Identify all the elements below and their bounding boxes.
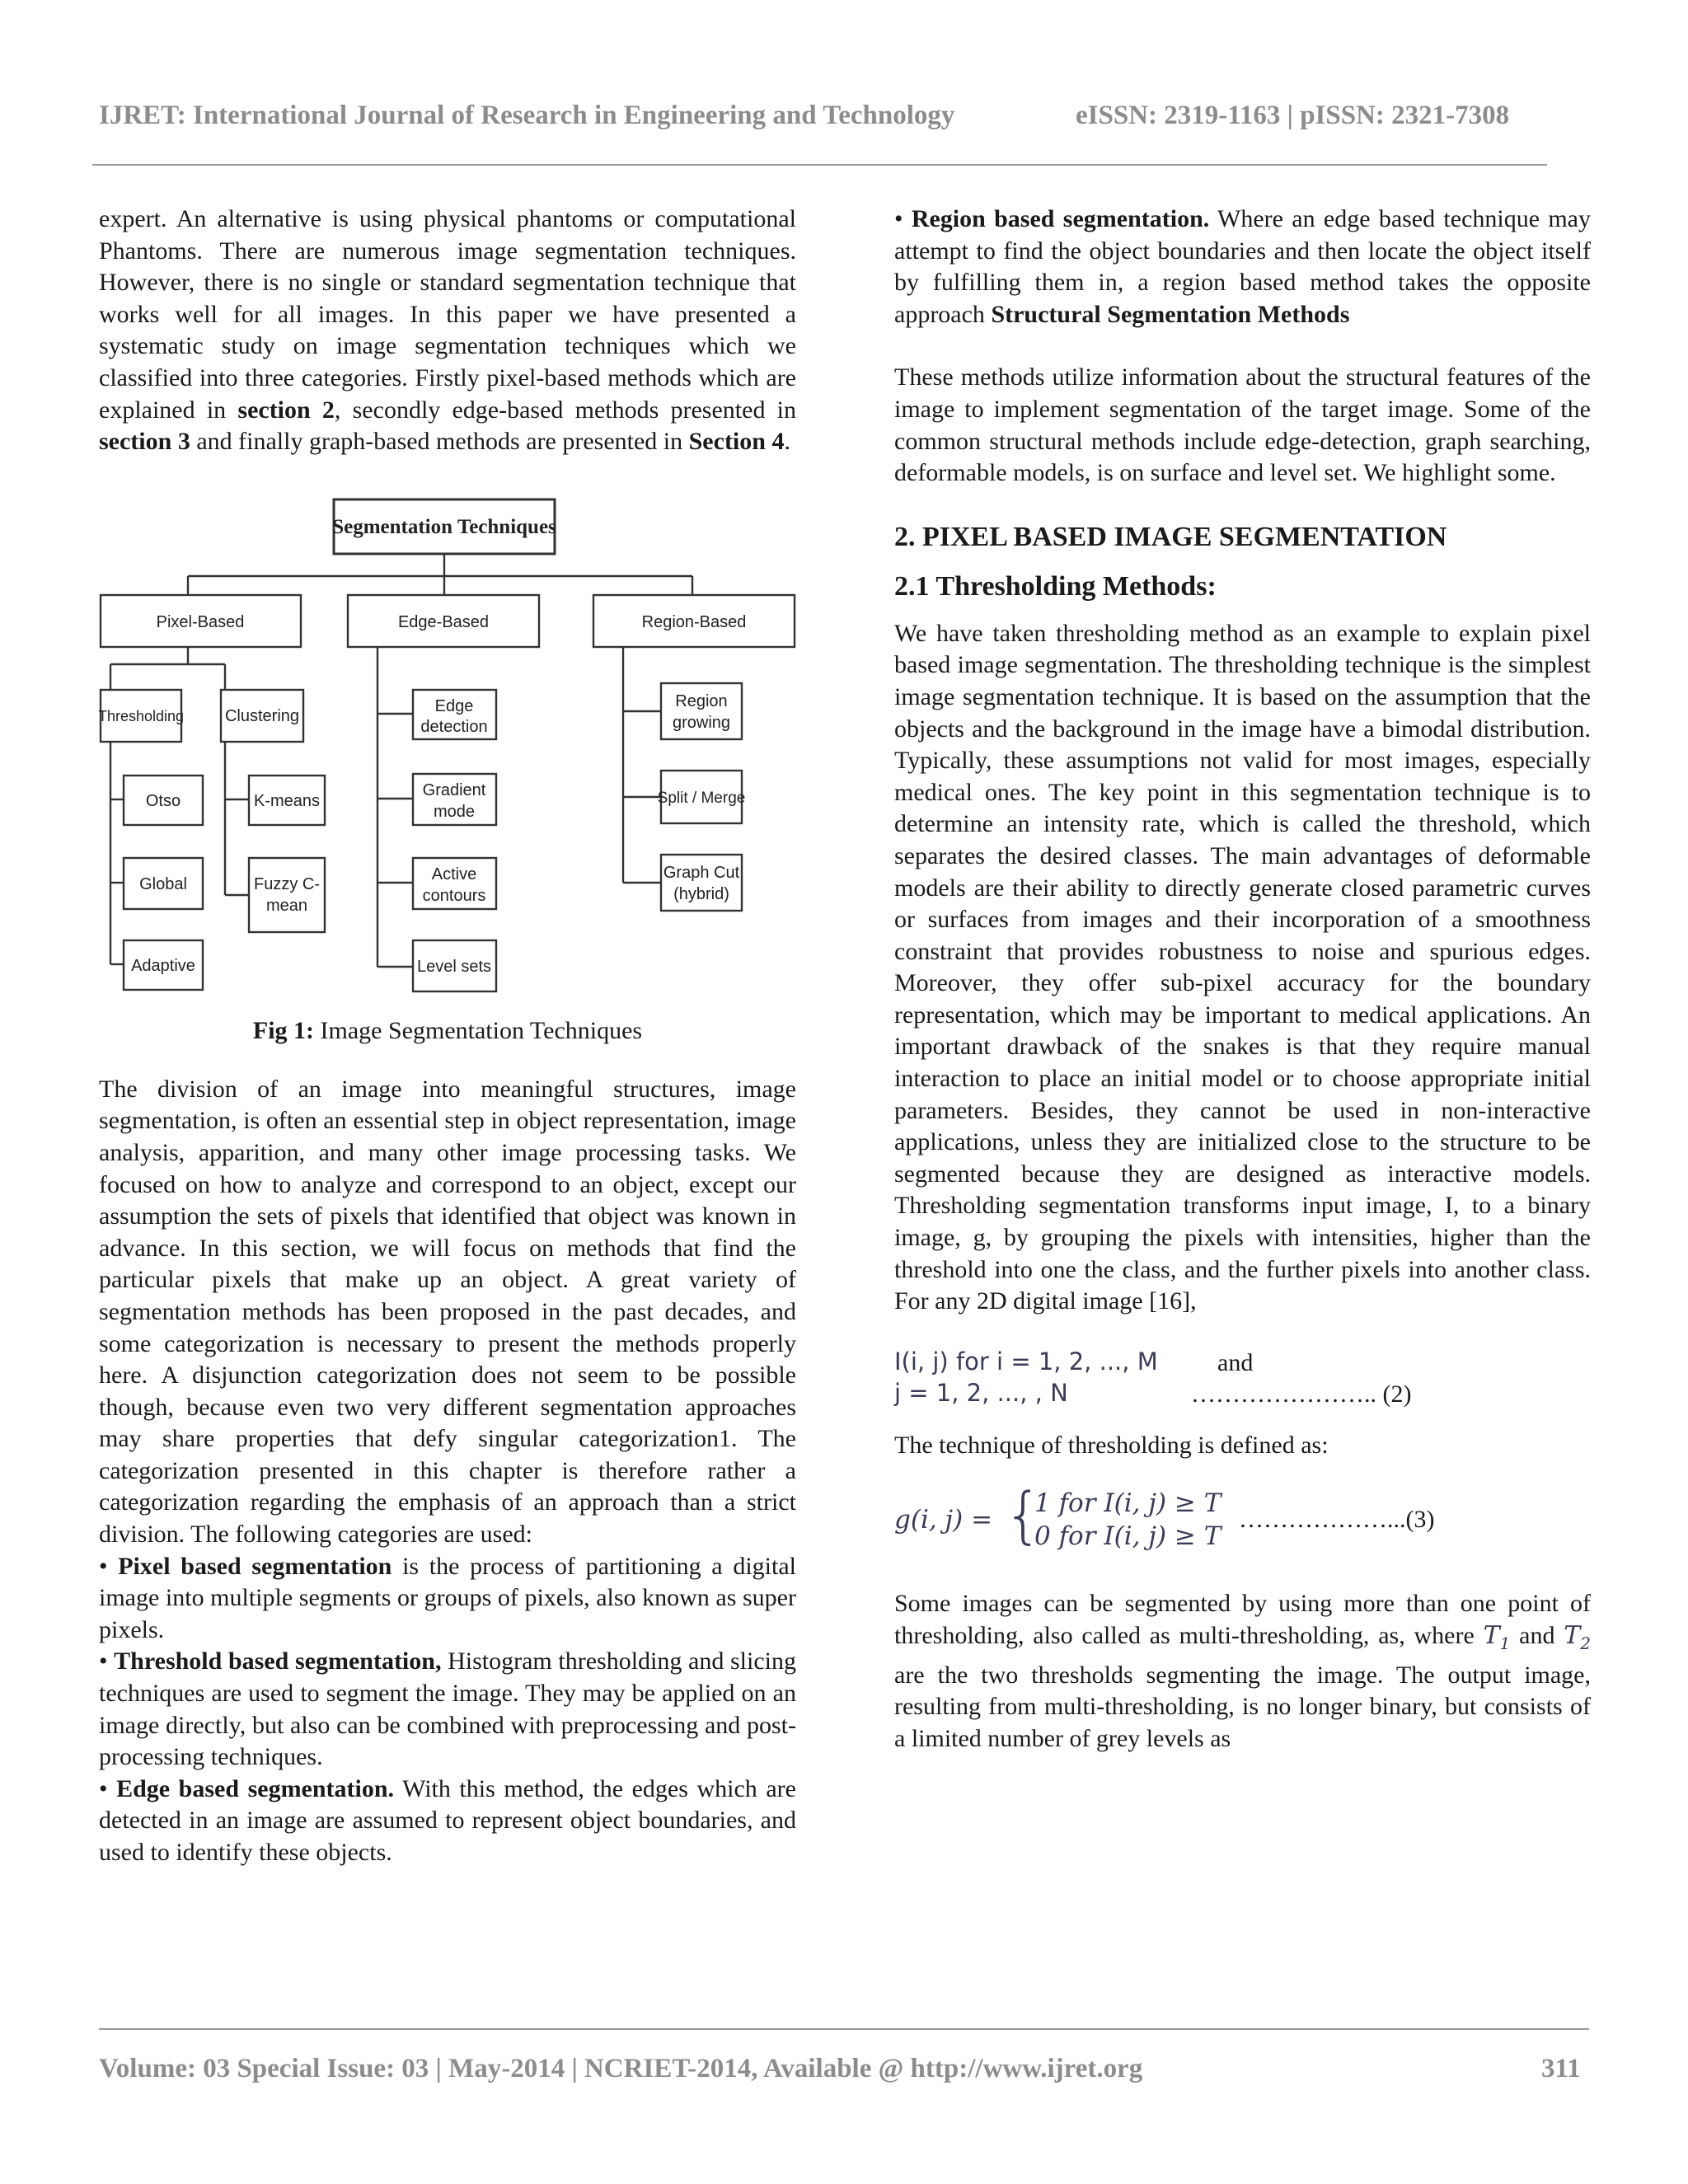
node-active-line2: contours bbox=[422, 886, 486, 905]
equation-3-row1: 1 for I(i, j) ≥ T bbox=[1034, 1488, 1221, 1519]
figure-caption: Fig 1: Image Segmentation Techniques bbox=[252, 1016, 643, 1044]
right-column bbox=[894, 204, 1591, 1755]
subsection-heading: 2.1 Thresholding Methods: bbox=[894, 570, 1217, 602]
section-heading: 2. PIXEL BASED IMAGE SEGMENTATION bbox=[894, 521, 1447, 552]
equation-2-and: and bbox=[1217, 1348, 1254, 1376]
node-active-line1: Active bbox=[431, 865, 477, 883]
node-region-based: Region-Based bbox=[641, 612, 747, 631]
footer-info: Volume: 03 Special Issue: 03 | May-2014 | NCRIET-2014, Available @ http://www.ijret.org bbox=[99, 2054, 1143, 2083]
page-number: 311 bbox=[1541, 2054, 1581, 2083]
bullet-edge-based: • Edge based segmentation. With this method, the edges which are detected in an image are assumed to represent object boundaries, and used to identify these objects. bbox=[99, 1774, 796, 1866]
journal-title: IJRET: International Journal of Research in Engineering and Technology bbox=[99, 101, 955, 130]
node-region-growing-line1: Region bbox=[675, 691, 728, 710]
equation-2-number: ………………….. (2) bbox=[1191, 1380, 1412, 1408]
node-global: Global bbox=[139, 874, 187, 893]
header-rule bbox=[92, 164, 1547, 166]
equation-3 bbox=[894, 1480, 1591, 1555]
node-root: Segmentation Techniques bbox=[332, 515, 556, 538]
structural-paragraph: These methods utilize information about the structural features of the image to implement segmentation of the target image. Some of the common structural methods include edge-detection, graph searching, deformable models, is on surface and level set. We highlight some. bbox=[894, 363, 1591, 487]
node-edge-detection-line2: detection bbox=[420, 717, 488, 736]
equation-2-line1: I(i, j) for i = 1, 2, ..., M bbox=[894, 1347, 1158, 1376]
bullet-threshold-based: • Threshold based segmentation, Histogram thresholding and slicing techniques are used to segment the image. They may be applied on an image directly, but also can be combined with preprocessing and post-processing techniques. bbox=[99, 1647, 796, 1771]
node-level-sets: Level sets bbox=[416, 957, 492, 976]
bullet-pixel-based: • Pixel based segmentation is the process of partitioning a digital image into multiple segments or groups of pixels, also known as super pixels. bbox=[99, 1552, 796, 1643]
multi-threshold-paragraph: Some images can be segmented by using more than one point of thresholding, also called as multi-thresholding, as, where $T_1$ and $T_2$ are the two thresholds segmenting the image. The output image, resulting from multi-thresholding, is no longer binary, but consists of a limited number of grey levels as bbox=[894, 1590, 1591, 1752]
node-gradient-line2: mode bbox=[433, 802, 476, 821]
node-fuzzy-line1: Fuzzy C- bbox=[254, 874, 320, 893]
bullet-region-based: • Region based segmentation. Where an edge based technique may attempt to find the object boundaries and then locate the object itself by fulfilling them in, a region based method takes the opposite approach Structural Segmentation Methods bbox=[894, 205, 1591, 328]
node-edge-detection-line1: Edge bbox=[434, 696, 474, 715]
equation-3-brace: { bbox=[1004, 1480, 1043, 1552]
node-clustering: Clustering bbox=[224, 706, 300, 725]
node-edge-based: Edge-Based bbox=[397, 612, 490, 631]
node-graph-cut-line1: Graph Cut bbox=[663, 863, 740, 882]
node-split-merge: Split / Merge bbox=[657, 789, 746, 807]
node-gradient-line1: Gradient bbox=[422, 780, 486, 799]
intro-paragraph: expert. An alternative is using physical phantoms or computational Phantoms. There are numerous image segmentation techniques. However, there is no single or standard segmentation technique that works well for all images. In this paper we have presented a systematic study on image segmentation techniques which we classified into three categories. Firstly pixel-based methods which are explained in section 2, secondly edge-based methods presented in section 3 and finally graph-based methods are presented in Section 4. bbox=[99, 205, 796, 456]
left-column bbox=[99, 204, 796, 1869]
equation-3-row2: 0 for I(i, j) ≥ T bbox=[1034, 1521, 1221, 1552]
issn: eISSN: 2319-1163 | pISSN: 2321-7308 bbox=[1076, 101, 1510, 130]
node-adaptive: Adaptive bbox=[131, 956, 195, 975]
node-fuzzy-line2: mean bbox=[265, 896, 308, 915]
equation-3-number: ………………...(3) bbox=[1239, 1506, 1435, 1534]
thresholding-paragraph: We have taken thresholding method as an example to explain pixel based image segmentation. The thresholding technique is the simplest image segmentation technique. It is based on the assumption that the objects and the background in the image have a bimodal distribution. Typically, these assumptions not valid for most images, especially medical ones. The key point in this segmentation technique is to determine an intensity rate, which is called the threshold, which separates the desired classes. The main advantages of deformable models are their ability to directly generate closed parametric curves or surfaces from images and their incorporation of a smoothness constraint that provides robustness to noise and spurious edges. Moreover, they offer sub-pixel accuracy for the boundary representation, which may be important to medical applications. An important drawback of the snakes is that they require manual interaction to place an initial model or to choose appropriate initial parameters. Besides, they cannot be used in non-interactive applications, unless they are initialized close to the structure to be segmented because they are designed as interactive models. Thresholding segmentation transforms input image, I, to a binary image, g, by grouping the pixels with intensities, higher than the threshold into one the class, and the further pixels into another class. For any 2D digital image [16], bbox=[894, 619, 1591, 1315]
node-region-growing-line2: growing bbox=[672, 713, 731, 732]
thresholding-defined: The technique of thresholding is defined as: bbox=[894, 1431, 1329, 1459]
figure-segmentation-tree bbox=[99, 495, 796, 1010]
equation-2-line2: j = 1, 2, ..., , N bbox=[894, 1378, 1068, 1407]
node-otso: Otso bbox=[145, 791, 181, 810]
node-k-means: K-means bbox=[253, 791, 321, 810]
equation-3-lhs: g(i, j) = bbox=[894, 1505, 993, 1535]
node-graph-cut-line2: (hybrid) bbox=[673, 884, 729, 903]
equation-2 bbox=[894, 1346, 1591, 1408]
node-pixel-based: Pixel-Based bbox=[156, 612, 245, 631]
footer-rule bbox=[99, 2028, 1589, 2030]
node-thresholding: Thresholding bbox=[99, 707, 185, 724]
division-paragraph: The division of an image into meaningful structures, image segmentation, is often an essential step in object representation, image analysis, apparition, and many other image processing tasks. We focused on how to analyze and correspond to an object, except our assumption the sets of pixels that identified that object was known in advance. In this section, we will focus on methods that find the particular pixels that make up an object. A great variety of segmentation methods has been proposed in the past decades, and some categorization is necessary to present the methods properly here. A disjunction categorization does not seem to be possible though, because even two very different segmentation approaches may share properties that defy singular categorization1. The categorization presented in this chapter is therefore rather a categorization regarding the emphasis of an approach than a strict division. The following categories are used: bbox=[99, 1075, 796, 1549]
